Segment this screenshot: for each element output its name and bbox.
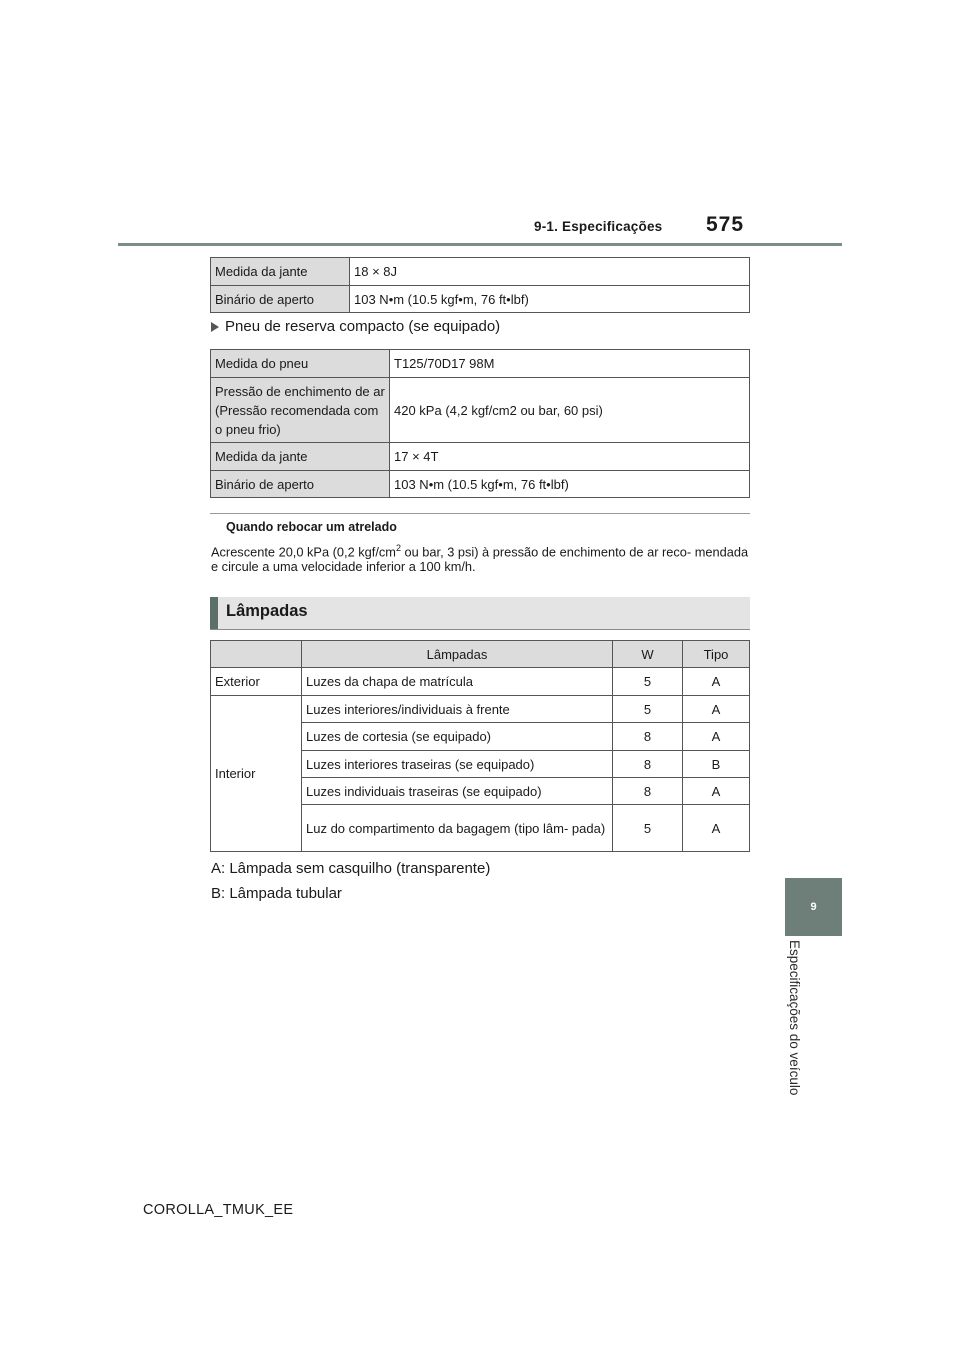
lamp-name: Luz do compartimento da bagagem (tipo lâm- pada)	[302, 805, 613, 852]
col-header-type: Tipo	[683, 641, 750, 668]
spare-tire-heading	[211, 318, 500, 335]
note-text-end: ou bar, 3 psi) à pressão de enchimento de ar reco- mendada e circule a uma velocidade inferior a 100 km/h.	[211, 544, 749, 575]
rim-size-value: 18 × 8J	[350, 258, 750, 286]
lamp-name: Luzes interiores traseiras (se equipado)	[302, 751, 613, 778]
note-text-start: Acrescente 20,0 kPa (0,2 kgf/cm	[211, 544, 396, 560]
table-row	[211, 668, 750, 696]
chapter-caption	[785, 940, 805, 1130]
lamp-watts: 5	[613, 805, 683, 852]
spare-tire-size-value: T125/70D17 98M	[390, 350, 750, 378]
legend-b: B: Lâmpada tubular	[211, 885, 342, 902]
lamp-type: B	[683, 751, 750, 778]
col-header-watts: W	[613, 641, 683, 668]
torque-value: 103 N•m (10.5 kgf•m, 76 ft•lbf)	[350, 286, 750, 313]
lamp-watts: 8	[613, 778, 683, 805]
header-rule	[118, 243, 842, 246]
section-title: 9-1. Especificações	[534, 219, 663, 234]
note-divider	[210, 513, 750, 514]
spare-tire-size-label: Medida do pneu	[211, 350, 390, 378]
spare-torque-value: 103 N•m (10.5 kgf•m, 76 ft•lbf)	[390, 471, 750, 498]
lamp-type: A	[683, 723, 750, 751]
pressure-value: 420 kPa (4,2 kgf/cm2 ou bar, 60 psi)	[390, 378, 750, 443]
exterior-group: Exterior	[211, 668, 302, 696]
lamps-section-header	[210, 597, 750, 630]
chapter-caption-text: Especificações do veículo	[787, 940, 802, 1096]
torque-label: Binário de aperto	[211, 286, 350, 313]
lamp-watts: 8	[613, 751, 683, 778]
note-body	[211, 541, 751, 574]
pressure-label: Pressão de enchimento de ar (Pressão recomendada com o pneu frio)	[211, 378, 390, 443]
rim-spec-table	[210, 257, 750, 313]
spare-tire-table	[210, 349, 750, 498]
lamp-name: Luzes individuais traseiras (se equipado)	[302, 778, 613, 805]
table-row	[211, 696, 750, 723]
triangle-bullet-icon	[211, 322, 219, 332]
lamps-table	[210, 640, 750, 852]
lamp-type: A	[683, 696, 750, 723]
col-header-lamps: Lâmpadas	[302, 641, 613, 668]
chapter-tab: 9	[785, 878, 842, 936]
note-superscript: 2	[395, 543, 401, 553]
lamp-name: Luzes de cortesia (se equipado)	[302, 723, 613, 751]
page-number: 575	[706, 213, 745, 236]
section-accent-bar	[210, 597, 218, 629]
footer-code: COROLLA_TMUK_EE	[143, 1202, 294, 1218]
spare-torque-label: Binário de aperto	[211, 471, 390, 498]
lamps-heading: Lâmpadas	[226, 602, 308, 620]
legend-a: A: Lâmpada sem casquilho (transparente)	[211, 860, 491, 877]
spare-rim-value: 17 × 4T	[390, 443, 750, 471]
note-title: Quando rebocar um atrelado	[226, 520, 397, 534]
lamp-watts: 5	[613, 668, 683, 696]
lamp-watts: 8	[613, 723, 683, 751]
spare-tire-title: Pneu de reserva compacto (se equipado)	[225, 318, 501, 335]
rim-size-label: Medida da jante	[211, 258, 350, 286]
interior-group: Interior	[211, 696, 302, 852]
lamp-name: Luzes da chapa de matrícula	[302, 668, 613, 696]
col-header-group	[211, 641, 302, 668]
spare-rim-label: Medida da jante	[211, 443, 390, 471]
lamp-name: Luzes interiores/individuais à frente	[302, 696, 613, 723]
lamp-watts: 5	[613, 696, 683, 723]
lamp-type: A	[683, 805, 750, 852]
lamp-type: A	[683, 668, 750, 696]
lamp-type: A	[683, 778, 750, 805]
